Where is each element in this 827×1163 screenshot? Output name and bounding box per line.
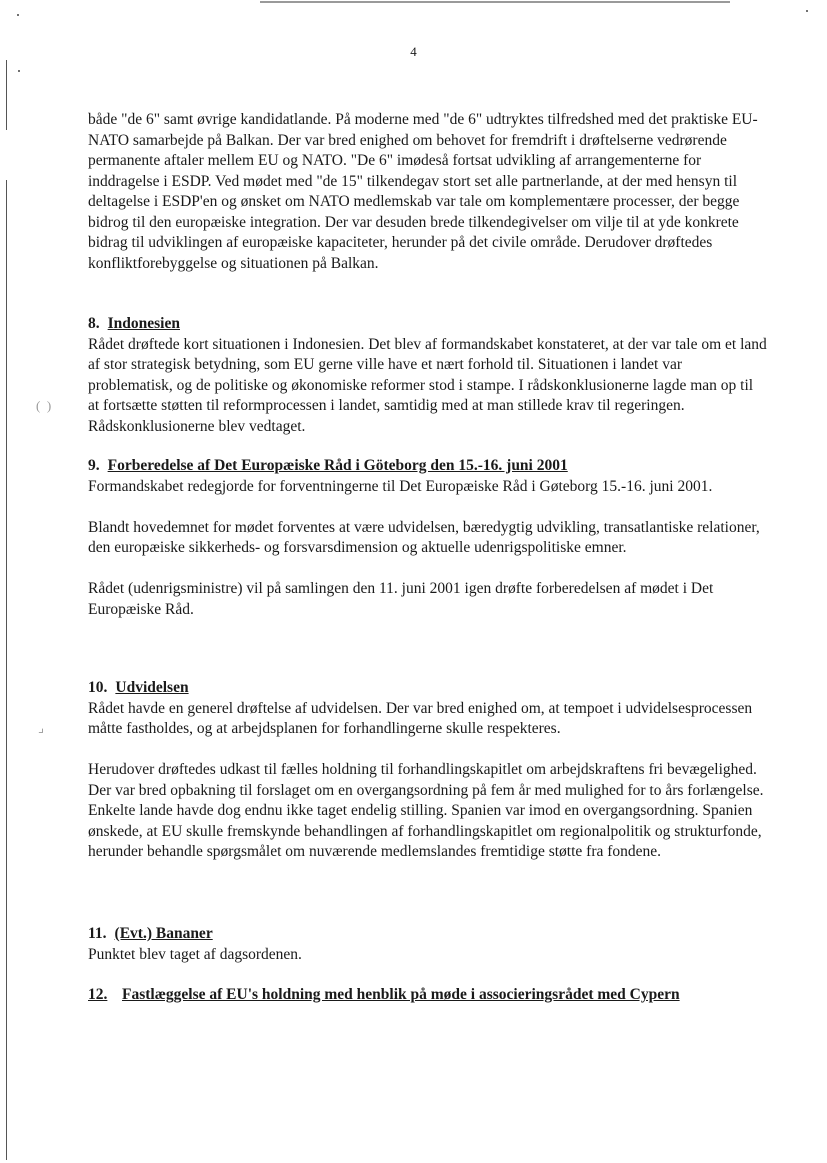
section-9-paragraph-3: Rådet (udenrigsministre) vil på samlingen den 11. juni 2001 igen drøfte forberedelsen af mødet i Det Europæiske Råd. xyxy=(88,580,714,618)
section-title: Udvidelsen xyxy=(115,679,189,696)
section-10-paragraph-2: Herudover drøftedes udkast til fælles holdning til forhandlingskapitlet om arbejdskraftens fri bevægelighed. Der var bred opbakning til forslaget om en overgangsordning på fem år med mulighed for to års forlængelse. Enkelte lande havde dog endnu ikke taget endelig stilling. Spanien var imod en overgangsordning. Spanien ønskede, at EU skulle fremskynde behandlingen af forhandlingskapitlet om regionalpolitik og strukturfonde, herunder behandle spørgsmålet om nuværende medlemslandes fremtidige støtte fra fondene. xyxy=(88,761,764,860)
scan-margin-line xyxy=(6,60,7,130)
section-9 xyxy=(88,456,768,620)
section-title: Fastlæggelse af EU's holdning med henblik på møde i associeringsrådet med Cypern xyxy=(122,986,680,1003)
section-9-paragraph-1: Formandskabet redegjorde for forventningerne til Det Europæiske Råd i Gøteborg 15.-16. juni 2001. xyxy=(88,477,713,495)
intro-paragraph-block xyxy=(88,110,768,274)
scan-dot xyxy=(17,14,19,16)
scan-dot xyxy=(18,70,20,72)
section-number: 9. xyxy=(88,457,100,474)
punch-hole-mark: ( ) xyxy=(36,398,52,413)
scan-artifact-line xyxy=(260,1,730,3)
section-number: 11. xyxy=(88,925,107,942)
section-title: Indonesien xyxy=(107,315,180,332)
section-12 xyxy=(88,985,768,1006)
section-number: 10. xyxy=(88,679,108,696)
page-number: 4 xyxy=(410,44,417,59)
section-11-heading xyxy=(88,924,768,945)
section-number: 12. xyxy=(88,986,108,1003)
section-10 xyxy=(88,678,768,863)
section-11 xyxy=(88,924,768,965)
section-8-heading xyxy=(88,314,768,335)
section-10-heading xyxy=(88,678,768,699)
punch-hole-mark: ⌟ xyxy=(38,720,45,735)
section-11-paragraph: Punktet blev taget af dagsordenen. xyxy=(88,945,302,963)
section-8 xyxy=(88,314,768,437)
intro-paragraph: både "de 6" samt øvrige kandidatlande. På moderne med "de 6" udtryktes tilfredshed med det praktiske EU-NATO samarbejde på Balkan. Der var bred enighed om behovet for fremdrift i drøftelserne vedrørende permanente aftaler mellem EU og NATO. "De 6" imødeså fortsat udvikling af arrangementerne for inddragelse i ESDP. Ved mødet med "de 15" tilkendegav stort set alle partnerlande, at der med hensyn til deltagelse i ESDP'en og ønsket om NATO medlemskab var tale om komplementære processer, der begge bidrog til den europæiske integration. Der var desuden brede tilkendegivelser om vilje til at yde konkrete bidrag til udviklingen af europæiske kapaciteter, herunder på det civile område. Derudover drøftedes konfliktforebyggelse og situationen på Balkan. xyxy=(88,111,758,272)
scan-margin-line xyxy=(6,180,7,1160)
section-12-heading xyxy=(88,985,768,1006)
scan-dot xyxy=(806,10,808,12)
section-title: (Evt.) Bananer xyxy=(114,925,213,942)
section-9-paragraph-2: Blandt hovedemnet for mødet forventes at være udvidelsen, bæredygtig udvikling, transatlantiske relationer, den europæiske sikkerheds- og forsvarsdimension og aktuelle udenrigspolitiske emner. xyxy=(88,518,760,556)
section-8-paragraph: Rådet drøftede kort situationen i Indonesien. Det blev af formandskabet konstateret, at der var tale om et land af stor strategisk betydning, som EU gerne ville have et nært forhold til. Situationen i landet var problematisk, og de politiske og økonomiske reformer stod i stampe. I rådskonklusionerne lagde man op til at fortsætte støtten til reformprocessen i landet, samtidig med at man stillede krav til regeringen. Rådskonklusionerne blev vedtaget. xyxy=(88,335,767,435)
section-title: Forberedelse af Det Europæiske Råd i Göteborg den 15.-16. juni 2001 xyxy=(107,457,568,474)
section-number: 8. xyxy=(88,315,100,332)
section-9-heading xyxy=(88,456,768,477)
section-10-paragraph-1: Rådet havde en generel drøftelse af udvidelsen. Der var bred enighed om, at tempoet i udvidelsesprocessen måtte fastholdes, og at arbejdsplanen for forhandlingerne skulle respekteres. xyxy=(88,699,753,737)
